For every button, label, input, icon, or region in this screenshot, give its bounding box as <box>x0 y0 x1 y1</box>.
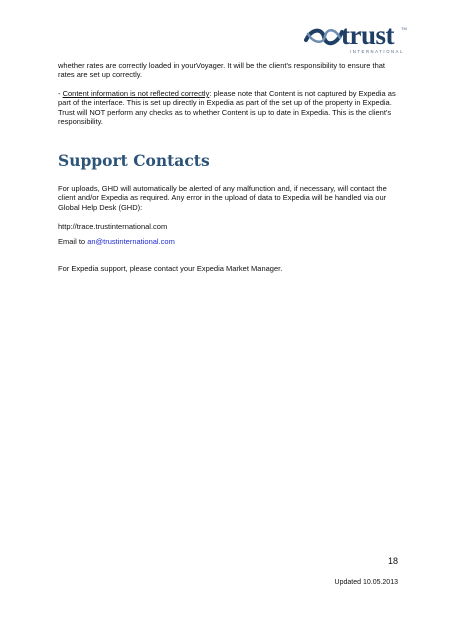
trust-logo <box>304 20 408 54</box>
intro-paragraph-2 <box>58 89 400 126</box>
support-url-line <box>58 222 400 231</box>
updated-date: Updated 10.05.2013 <box>334 579 398 586</box>
email-link[interactable]: an@trustinternational.com <box>87 237 175 246</box>
section-heading: Support Contacts <box>58 151 210 170</box>
logo-subtitle: INTERNATIONAL <box>350 49 404 54</box>
underlined-term: Content information is not reflected correctly <box>62 89 210 98</box>
bullet-dash: - <box>58 89 63 98</box>
intro-paragraph-2-text: : please note that Content is not captured by Expedia as part of the interface. This is set up directly in Expedia as part of the set up of the property in Expedia. Trust will NOT perform any checks as to whether Content is up to date in Expedia. This is the client's responsibility. <box>58 89 396 126</box>
page-number: 18 <box>387 556 398 566</box>
intro-paragraph-1: whether rates are correctly loaded in yourVoyager. It will be the client's responsibility to ensure that rates are set up correctly. <box>58 61 386 80</box>
support-url[interactable]: http://trace.trustinternational.com <box>58 222 168 231</box>
email-line <box>58 237 400 246</box>
expedia-support-paragraph: For Expedia support, please contact your Expedia Market Manager. <box>58 264 283 273</box>
logo-trademark: TM <box>401 26 407 31</box>
logo-wordmark: trust <box>341 20 394 50</box>
trust-swirl-icon <box>304 24 344 50</box>
support-paragraph: For uploads, GHD will automatically be alerted of any malfunction and, if necessary, will contact the client and/or Expedia as required. Any error in the upload of data to Expedia will be handled via our Global Help Desk (GHD): <box>58 184 387 212</box>
email-prefix: Email to <box>58 237 88 246</box>
